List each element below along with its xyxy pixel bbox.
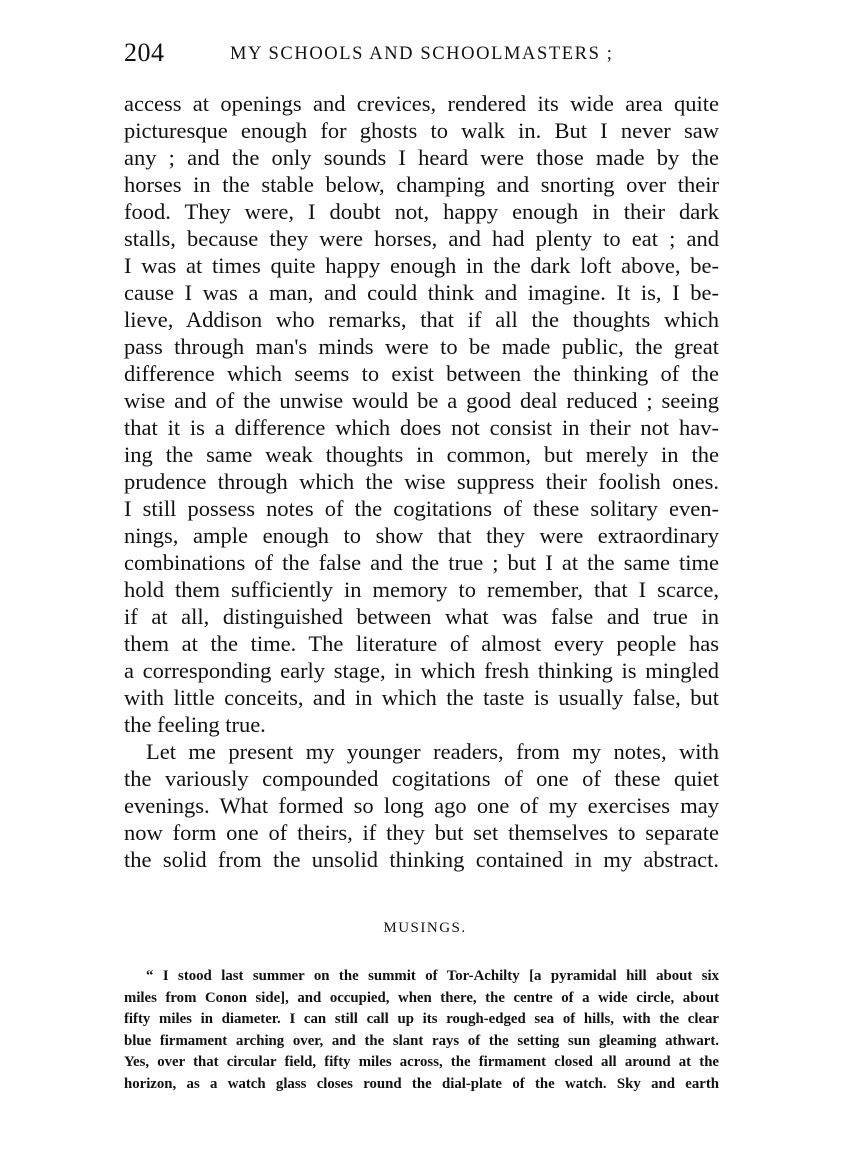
page-number: 204 [124, 38, 165, 67]
text-line: any ; and the only sounds I heard were those made by the [124, 145, 719, 170]
text-line: combinations of the false and the true ; but I at the same time [124, 550, 719, 575]
text-line: now form one of theirs, if they but set themselves to separate [124, 820, 719, 845]
quote-line: “ I stood last summer on the summit of Tor-Achilty [a pyramidal hill about six [146, 968, 719, 984]
quote-line: fifty miles in diameter. I can still call up its rough-edged sea of hills, with the clear [124, 1011, 719, 1028]
text-line: horses in the stable below, champing and snorting over their [124, 172, 719, 197]
text-line: I was at times quite happy enough in the dark loft above, be- [124, 253, 719, 278]
text-line: pass through man's minds were to be made public, the great [124, 334, 719, 359]
section-heading: MUSINGS. [383, 920, 467, 936]
text-line: evenings. What formed so long ago one of my exercises may [124, 793, 719, 818]
text-line: access at openings and crevices, rendered its wide area quite [124, 91, 719, 116]
text-line: food. They were, I doubt not, happy enough in their dark [124, 199, 719, 224]
page-header [124, 36, 724, 70]
text-line: the solid from the unsolid thinking contained in my abstract. [124, 847, 719, 872]
text-line: prudence through which the wise suppress their foolish ones. [124, 469, 719, 494]
text-line: ing the same weak thoughts in common, but merely in the [124, 442, 719, 467]
text-line: I still possess notes of the cogitations of these solitary even- [124, 496, 719, 521]
text-line: if at all, distinguished between what was false and true in [124, 604, 719, 629]
quoted-passage [124, 966, 719, 1096]
text-line: cause I was a man, and could think and imagine. It is, I be- [124, 280, 719, 305]
running-title: MY SCHOOLS AND SCHOOLMASTERS ; [230, 44, 614, 64]
text-line: Let me present my younger readers, from my notes, with [146, 739, 719, 764]
text-line: difference which seems to exist between the thinking of the [124, 361, 719, 386]
text-line: the variously compounded cogitations of one of these quiet [124, 766, 719, 791]
quote-line: miles from Conon side], and occupied, when there, the centre of a wide circle, about [124, 989, 719, 1006]
text-line: them at the time. The literature of almost every people has [124, 631, 719, 656]
text-line: stalls, because they were horses, and had plenty to eat ; and [124, 226, 719, 251]
quote-line: Yes, over that circular field, fifty miles across, the firmament closed all around at the [124, 1054, 719, 1071]
text-line: hold them sufficiently in memory to remember, that I scarce, [124, 577, 719, 602]
main-text [124, 90, 719, 873]
paragraph [124, 90, 719, 738]
text-line: a corresponding early stage, in which fresh thinking is mingled [124, 658, 719, 683]
text-line: nings, ample enough to show that they were extraordinary [124, 523, 719, 548]
text-line: with little conceits, and in which the taste is usually false, but [124, 685, 719, 710]
text-line: lieve, Addison who remarks, that if all the thoughts which [124, 307, 719, 332]
paragraph [124, 738, 719, 873]
text-line: wise and of the unwise would be a good deal reduced ; seeing [124, 388, 719, 413]
quote-line: blue firmament arching over, and the slant rays of the setting sun gleaming athwart. [124, 1032, 719, 1049]
quote-line: horizon, as a watch glass closes round the dial-plate of the watch. Sky and earth [124, 1075, 719, 1092]
text-line: that it is a difference which does not consist in their not hav- [124, 415, 719, 440]
text-line: the feeling true. [124, 712, 266, 737]
text-line: picturesque enough for ghosts to walk in. But I never saw [124, 118, 719, 143]
